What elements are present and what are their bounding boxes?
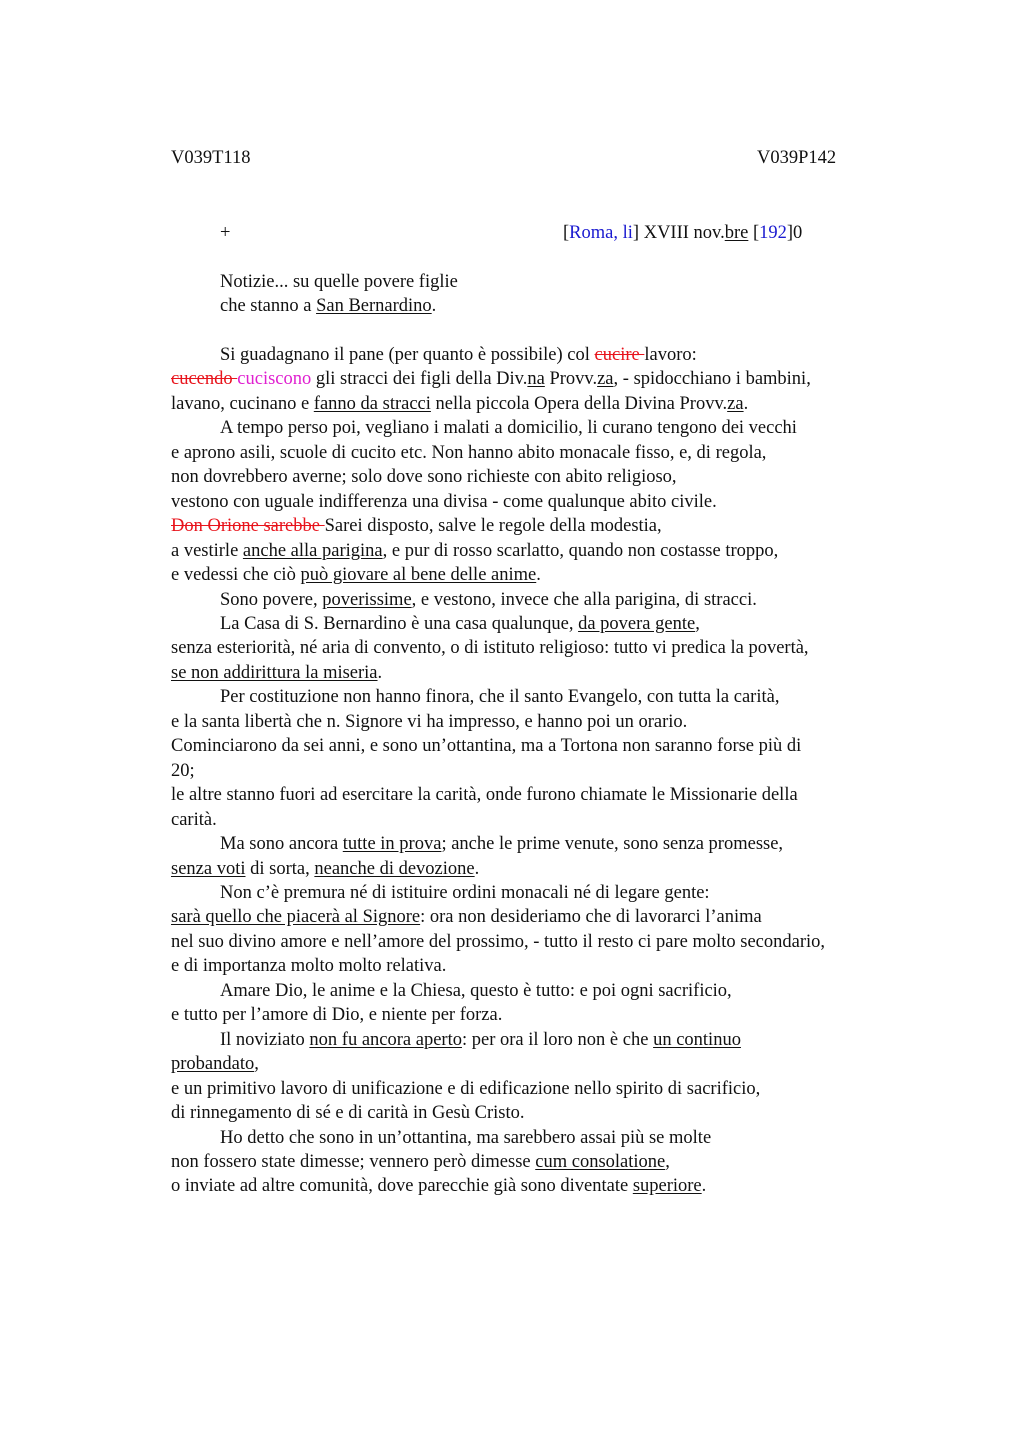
underlined-text: anche alla parigina — [242, 540, 383, 561]
text-run: Provv. — [544, 369, 598, 390]
deleted-text: cucendo — [171, 369, 238, 390]
text-run: . — [701, 1176, 707, 1197]
title-period: . — [431, 296, 437, 316]
body-paragraph — [171, 1126, 911, 1199]
title-place: San Bernardino — [316, 296, 432, 316]
text-run: ; anche le prime venute, sono senza promesse, — [441, 834, 784, 855]
dateline-date: XVIII nov. — [639, 223, 725, 243]
underlined-text: può giovare al bene delle anime — [300, 565, 537, 586]
underlined-text: za — [727, 393, 744, 414]
dateline-year-end: ]0 — [786, 223, 803, 243]
text-run: di sorta, — [245, 858, 315, 879]
underlined-text: cum consolatione — [535, 1151, 666, 1172]
dateline-year-bracket: [ — [748, 223, 760, 243]
text-run: Il noviziato — [220, 1029, 310, 1050]
underlined-text: neanche di devozione — [314, 858, 475, 879]
underlined-text: da povera gente — [578, 613, 696, 634]
body-paragraph — [171, 343, 911, 416]
dateline-month-abbrev: bre — [724, 223, 749, 243]
body-paragraph — [171, 979, 911, 1028]
text-run: La Casa di S. Bernardino è una casa qualunque, — [220, 613, 579, 634]
text-run: , - spidocchiano i bambini, lavano, cucinano e — [171, 369, 811, 414]
underlined-text: se non addirittura la miseria — [171, 662, 378, 683]
underlined-text: poverissime — [322, 589, 412, 610]
dateline — [563, 221, 802, 245]
title-line-2 — [220, 294, 436, 318]
underlined-text: un continuo probandato — [171, 1029, 741, 1075]
text-run: Ma sono ancora — [220, 834, 343, 855]
underlined-text: senza voti — [171, 858, 246, 879]
text-run: . — [377, 662, 383, 683]
document-code-left: V039T118 — [171, 148, 251, 168]
text-run: Sarei disposto, salve le regole della modestia, a vestirle — [171, 516, 662, 561]
text-run: Si guadagnano il pane (per quanto è possibile) col — [220, 345, 595, 365]
dateline-bracket-open: [ — [563, 223, 570, 243]
underlined-text: tutte in prova — [342, 834, 442, 855]
dateline-place: Roma, li — [569, 223, 633, 243]
text-run: , e pur di rosso scarlatto, quando non costasse troppo, e vedessi che ciò — [171, 540, 779, 586]
document-code-right: V039P142 — [757, 148, 837, 168]
body-paragraph — [171, 832, 911, 881]
text-run: . — [743, 393, 749, 414]
text-run: . — [474, 858, 480, 879]
body-paragraph — [171, 612, 911, 685]
text-run: , e vestono, invece che alla parigina, di stracci. — [411, 589, 757, 610]
body-paragraph — [171, 685, 911, 832]
text-run: Non c’è premura né di istituire ordini monacali né di legare gente: — [220, 882, 710, 903]
text-run: , o inviate ad altre comunità, dove parecchie già sono diventate — [171, 1151, 670, 1197]
text-run: nella piccola Opera della Divina Provv. — [430, 393, 728, 414]
body-paragraph — [171, 881, 911, 979]
underlined-text: sarà quello che piacerà al Signore — [171, 907, 421, 928]
underlined-text: fanno da stracci — [313, 393, 431, 414]
text-run: , e un primitivo lavoro di unificazione e di edificazione nello spirito di sacrificio, di rinnegamento di sé e di carità in Gesù Cristo. — [171, 1054, 761, 1124]
body-paragraph — [171, 416, 911, 587]
underlined-text: na — [527, 369, 545, 390]
text-run: Ho detto che sono in un’ottantina, ma sarebbero assai più se molte non fossero state dimesse; vennero però dimesse — [171, 1127, 712, 1172]
title-line-2-text: che stanno a — [220, 296, 317, 316]
inserted-text: cuciscono — [237, 369, 312, 390]
text-run: lavoro: — [644, 345, 697, 365]
text-run: Per costituzione non hanno finora, che il santo Evangelo, con tutta la carità, e la santa libertà che n. Signore vi ha impresso, e hanno poi un orario. Cominciarono da sei anni, e sono un’ottantina, ma a Tortona non saranno forse più di 20; le altre stanno fuori ad esercitare la carità, onde furono chiamate le Missionarie della carità. — [171, 687, 802, 830]
text-run: Amare Dio, le anime e la Chiesa, questo è tutto: e poi ogni sacrificio, e tutto per l’amore di Dio, e niente per forza. — [171, 980, 732, 1026]
dateline-bracket-close: ] — [632, 223, 640, 243]
underlined-text: non fu ancora aperto — [309, 1029, 462, 1050]
text-run: , senza esteriorità, né aria di convento, o di istituto religioso: tutto vi predica la povertà, — [171, 613, 809, 659]
text-run: : per ora il loro non è che — [461, 1029, 654, 1050]
body-paragraph — [171, 588, 911, 612]
underlined-text: za — [597, 369, 614, 390]
deleted-text: cucire — [594, 345, 645, 365]
text-run: Sono povere, — [220, 589, 323, 610]
title-line-1: Notizie... su quelle povere figlie — [220, 272, 458, 292]
cross-mark: + — [220, 223, 231, 243]
letter-body — [171, 343, 911, 1199]
text-run: . — [536, 565, 541, 586]
underlined-text: superiore — [632, 1176, 702, 1197]
deleted-text: Don Orione sarebbe — [171, 516, 325, 537]
text-run: : ora non desideriamo che di lavorarci l’anima nel suo divino amore e nell’amore del prossimo, - tutto il resto ci pare molto secondario, e di importanza molto molto relativa. — [171, 907, 826, 977]
body-paragraph — [171, 1028, 911, 1126]
text-run: A tempo perso poi, vegliano i malati a domicilio, li curano tengono dei vecchi e aprono asili, scuole di cucito etc. Non hanno abito monacale fisso, e, di regola, non dovrebbero averne; solo dove sono richieste con abito religioso, vestono con uguale indifferenza una divisa - come qualunque abito civile. — [171, 418, 797, 512]
text-run: gli stracci dei figli della Div. — [311, 369, 528, 390]
dateline-year-insert: 192 — [759, 223, 787, 243]
